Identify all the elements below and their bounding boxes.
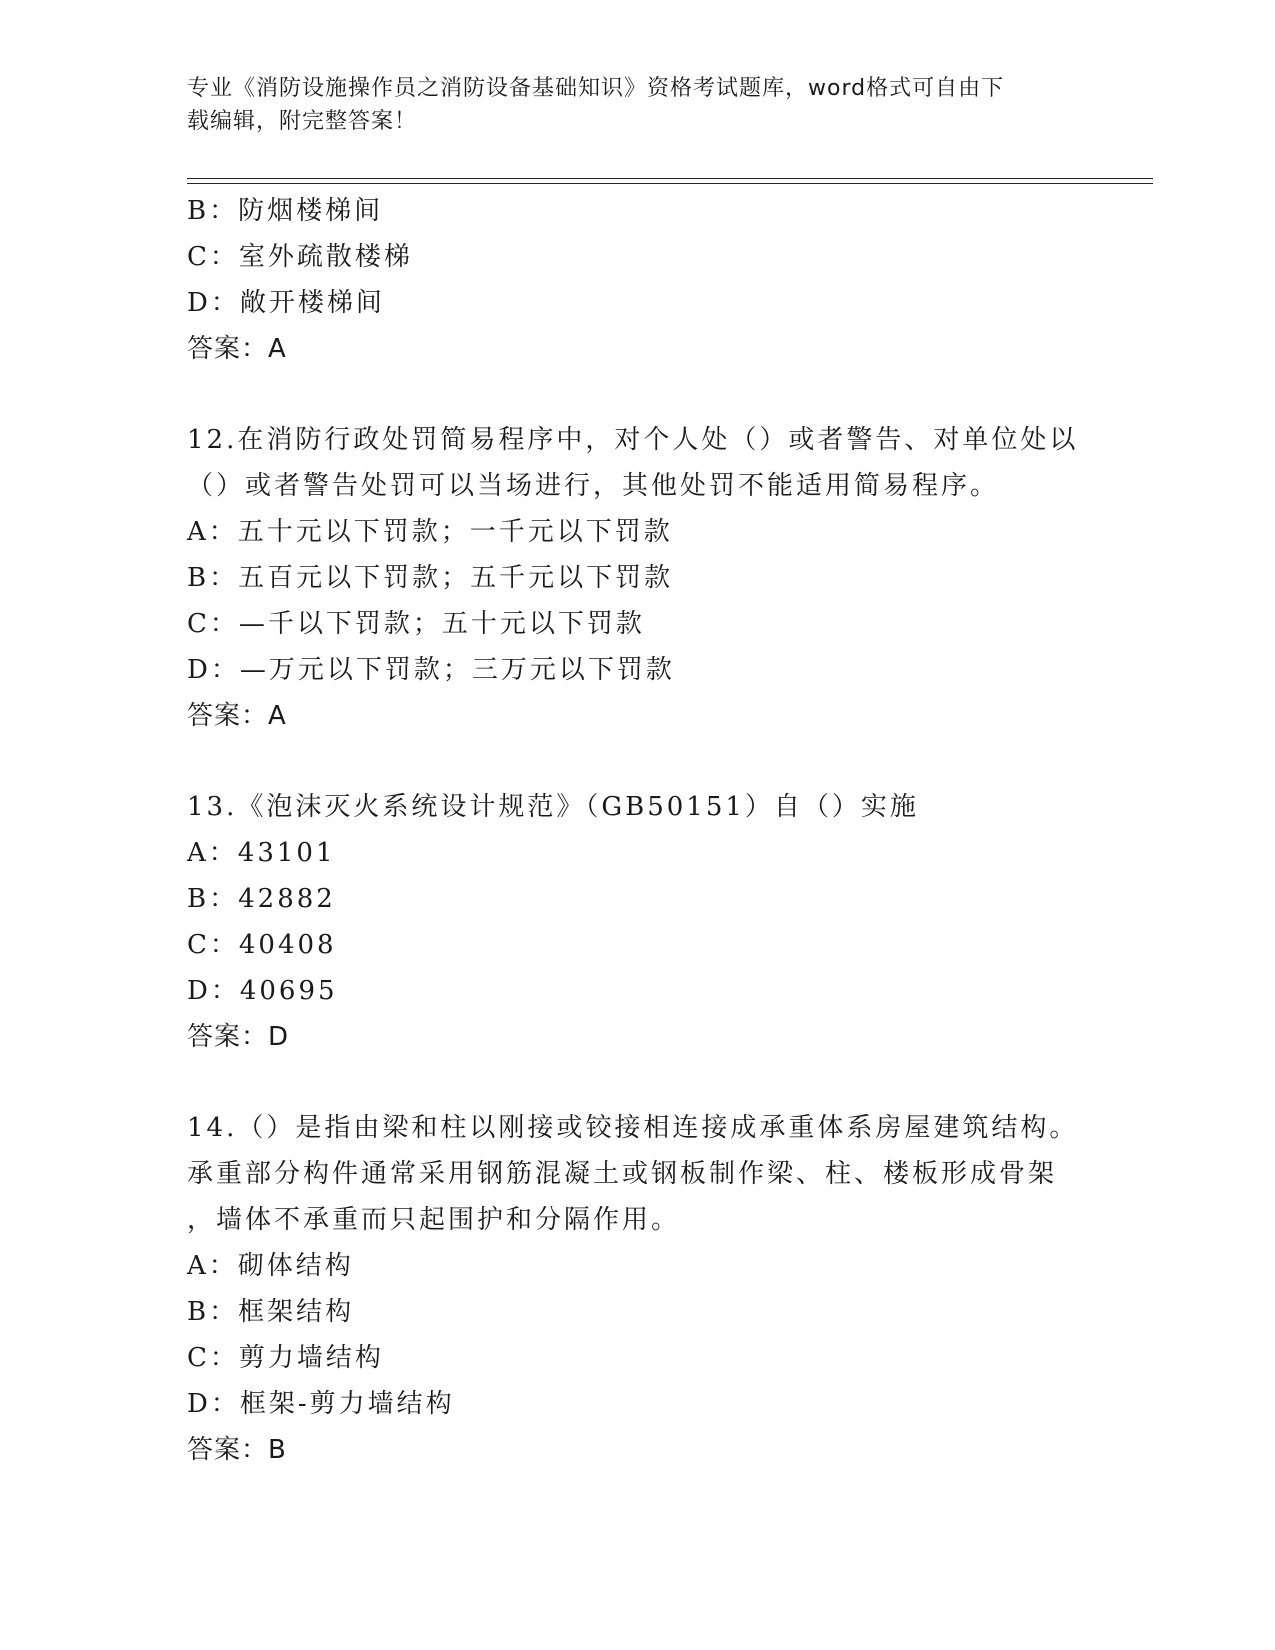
question-text-line: 承重部分构件通常采用钢筋混凝土或钢板制作梁、柱、楼板形成骨架 xyxy=(187,1159,1058,1189)
question-text-line: 13.《泡沫灭火系统设计规范》（GB50151）自（）实施 xyxy=(187,792,919,822)
question-text-line: ，墙体不承重而只起围护和分隔作用。 xyxy=(187,1205,681,1235)
spacer xyxy=(187,1060,1087,1105)
question-14 xyxy=(187,1105,1087,1473)
answer-line: 答案：D xyxy=(187,1022,290,1052)
prev-question-block xyxy=(187,188,1087,372)
question-text-line: 14.（）是指由梁和柱以刚接或铰接相连接成承重体系房屋建筑结构。 xyxy=(187,1113,1079,1143)
option-a: A：43101 xyxy=(187,838,336,868)
option-a: A：砌体结构 xyxy=(187,1251,354,1281)
answer-line: 答案：A xyxy=(187,701,287,731)
option-c: C：剪力墙结构 xyxy=(187,1343,384,1373)
option-d: D：—万元以下罚款；三万元以下罚款 xyxy=(187,655,675,685)
spacer xyxy=(187,739,1087,784)
answer-line: 答案：B xyxy=(187,1435,287,1465)
option-d: D：框架-剪力墙结构 xyxy=(187,1389,455,1419)
header-divider-top xyxy=(187,178,1153,179)
question-text-line: （）或者警告处罚可以当场进行，其他处罚不能适用简易程序。 xyxy=(187,471,1000,501)
question-content xyxy=(187,188,1087,1473)
option-b: B：防烟楼梯间 xyxy=(187,196,384,226)
header-divider-bottom xyxy=(187,183,1153,184)
option-a: A：五十元以下罚款；一千元以下罚款 xyxy=(187,517,673,547)
option-d: D：40695 xyxy=(187,976,338,1006)
option-c: C：室外疏散楼梯 xyxy=(187,242,413,272)
question-13 xyxy=(187,784,1087,1060)
option-b: B：框架结构 xyxy=(187,1297,355,1327)
option-b: B：42882 xyxy=(187,884,336,914)
spacer xyxy=(187,372,1087,417)
question-text-line: 12.在消防行政处罚简易程序中，对个人处（）或者警告、对单位处以 xyxy=(187,425,1079,455)
answer-line: 答案：A xyxy=(187,334,287,364)
question-12 xyxy=(187,417,1087,739)
option-d: D：敞开楼梯间 xyxy=(187,288,385,318)
option-c: C：40408 xyxy=(187,930,337,960)
document-header: 专业《消防设施操作员之消防设备基础知识》资格考试题库，word格式可自由下 载编辑，附完整答案！ xyxy=(187,76,1005,134)
option-c: C：—千以下罚款；五十元以下罚款 xyxy=(187,609,645,639)
option-b: B：五百元以下罚款；五千元以下罚款 xyxy=(187,563,674,593)
